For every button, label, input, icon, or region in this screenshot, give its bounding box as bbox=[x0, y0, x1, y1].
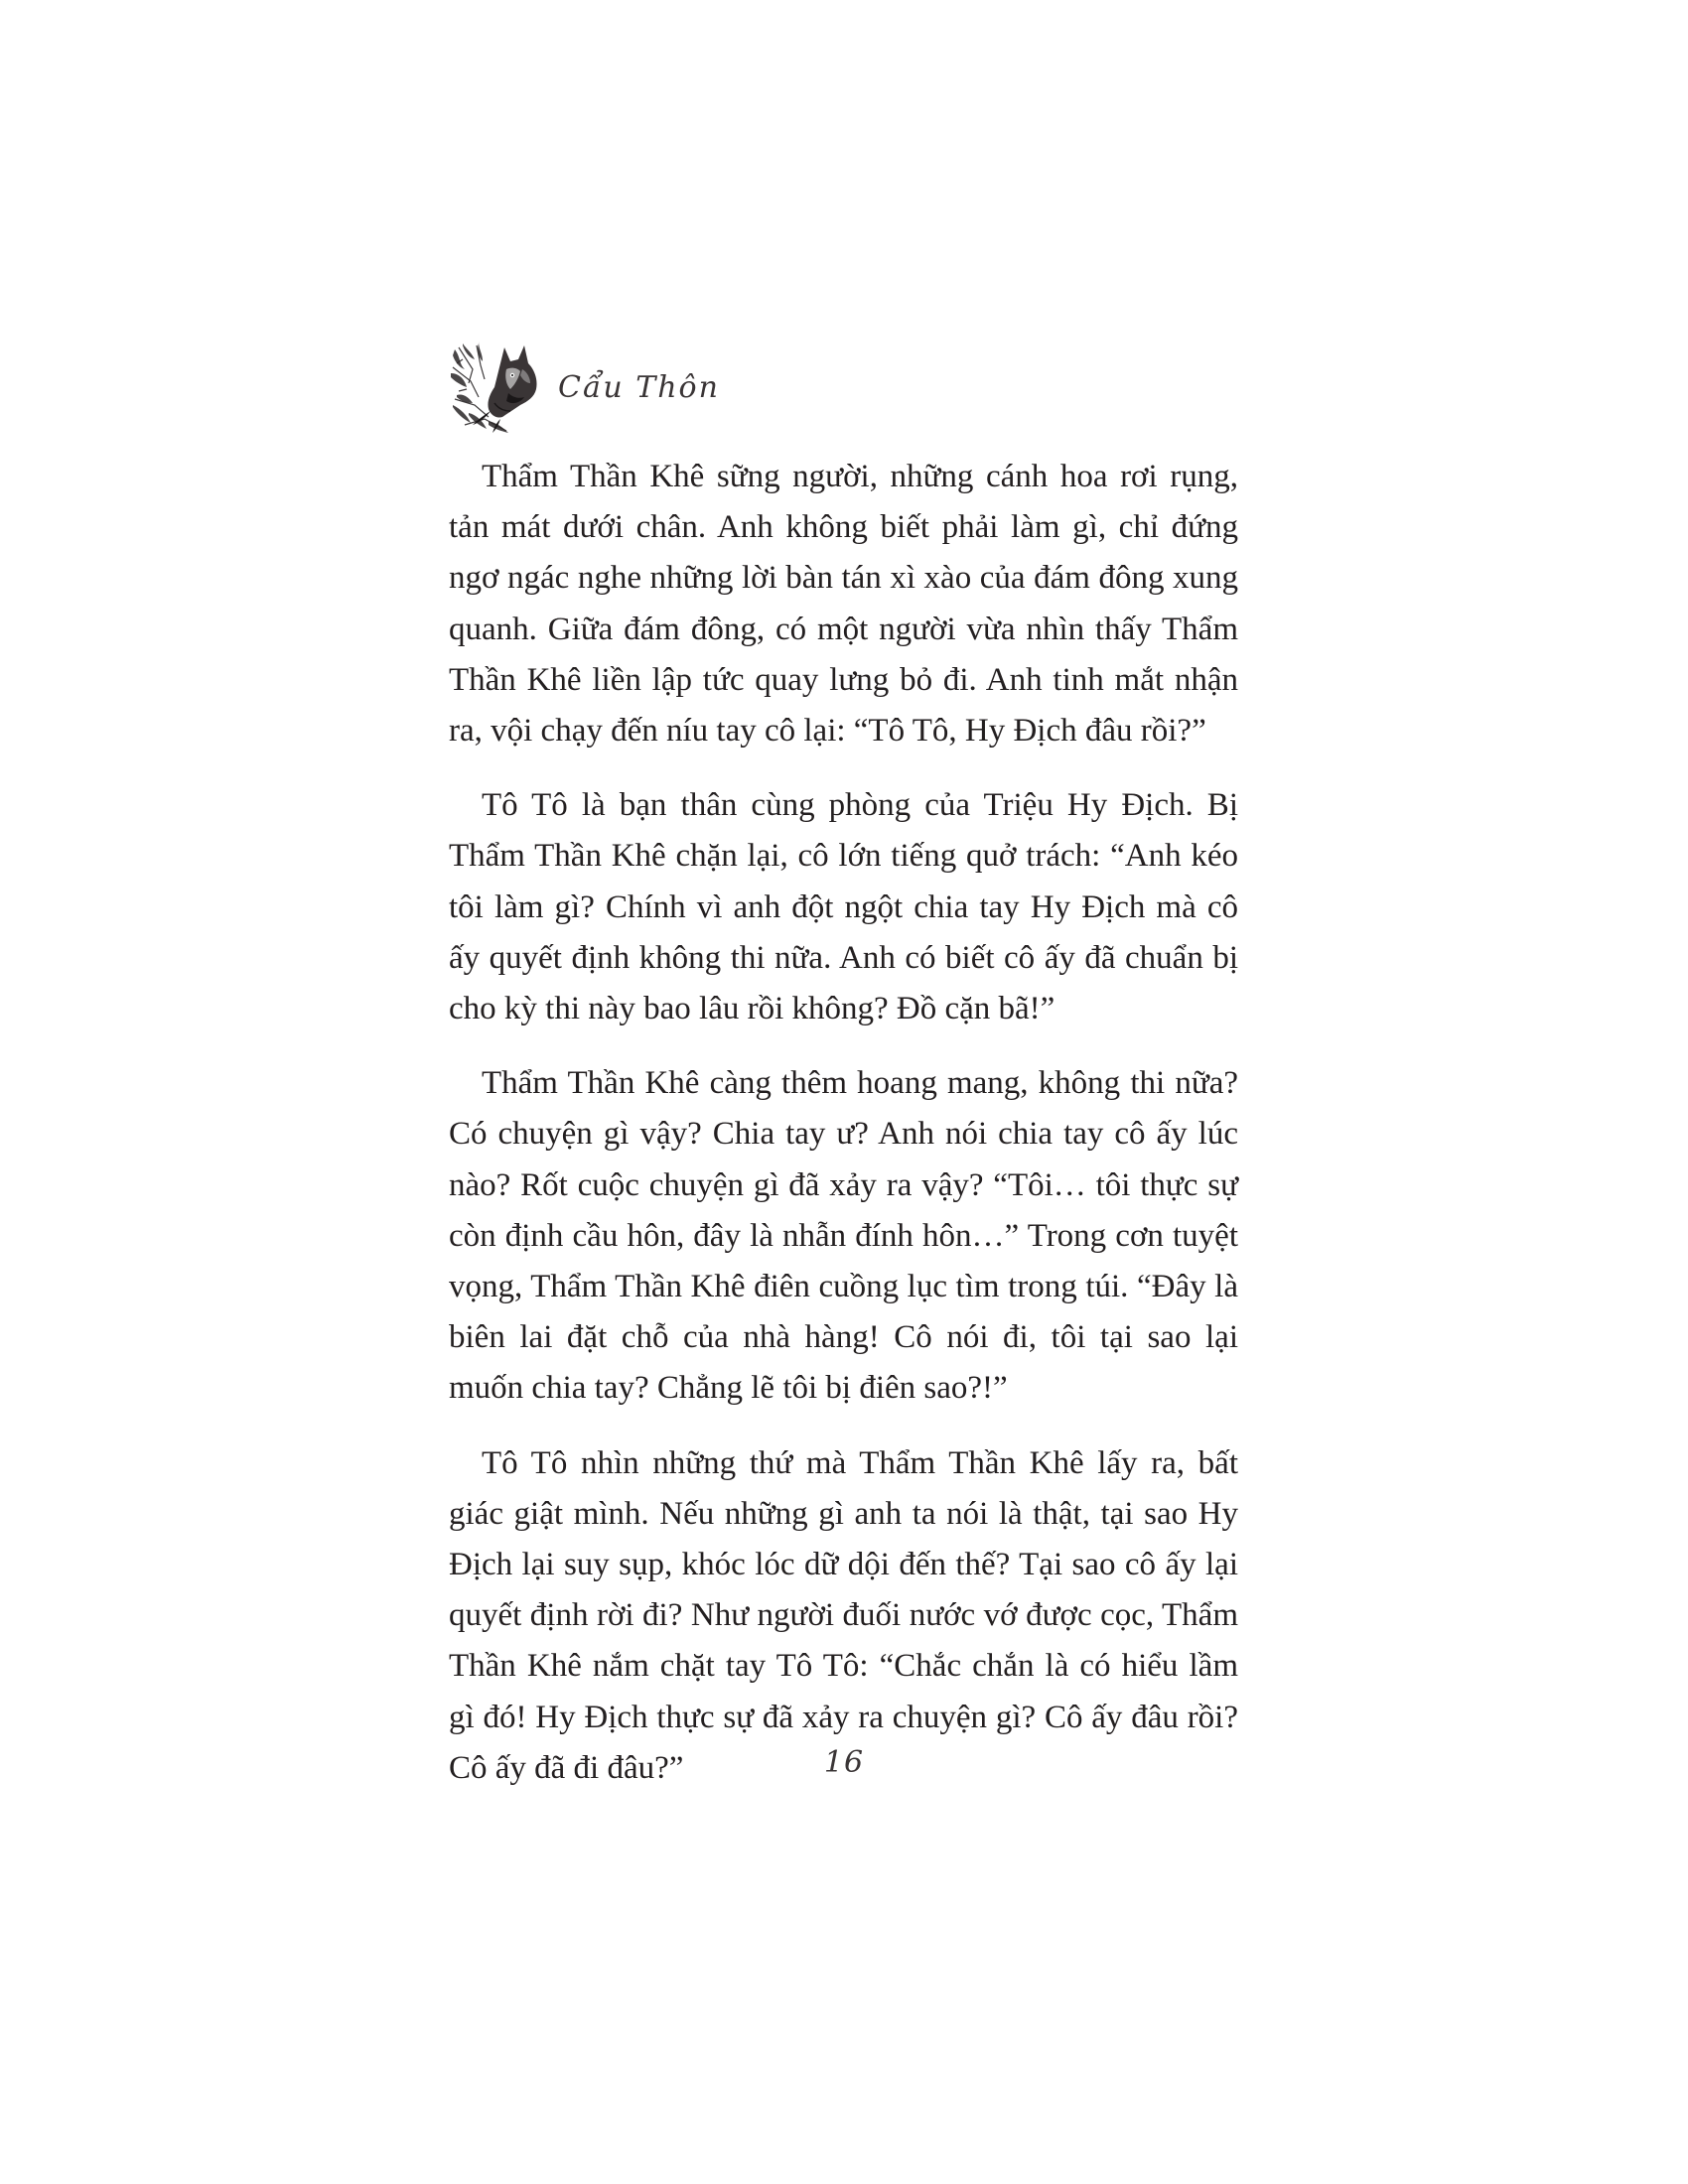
running-title: Cẩu Thôn bbox=[558, 369, 720, 405]
page-number: 16 bbox=[823, 1745, 865, 1780]
paragraph: Thẩm Thần Khê sững người, những cánh hoa rơi rụng, tản mát dưới chân. Anh không biết phải làm gì, chỉ đứng ngơ ngác nghe những lời bàn tán xì xào của đám đông xung quanh. Giữa đám đông, có một người vừa nhìn thấy Thẩm Thần Khê liền lập tức quay lưng bỏ đi. Anh tinh mắt nhận ra, vội chạy đến níu tay cô lại: “Tô Tô, Hy Địch đâu rồi?” bbox=[449, 459, 1238, 750]
paragraph: Thẩm Thần Khê càng thêm hoang mang, không thi nữa? Có chuyện gì vậy? Chia tay ư? Anh nói chia tay cô ấy lúc nào? Rốt cuộc chuyện gì đã xảy ra vậy? “Tôi… tôi thực sự còn định cầu hôn, đây là nhẫn đính hôn…” Trong cơn tuyệt vọng, Thẩm Thần Khê điên cuồng lục tìm trong túi. “Đây là biên lai đặt chỗ của nhà hàng! Cô nói đi, tôi tại sao lại muốn chia tay? Chẳng lẽ tôi bị điên sao?!” bbox=[449, 1065, 1238, 1407]
wolf-icon bbox=[449, 340, 540, 435]
running-header bbox=[449, 338, 720, 437]
paragraph: Tô Tô là bạn thân cùng phòng của Triệu Hy Địch. Bị Thẩm Thần Khê chặn lại, cô lớn tiếng quở trách: “Anh kéo tôi làm gì? Chính vì anh đột ngột chia tay Hy Địch mà cô ấy quyết định không thi nữa. Anh có biết cô ấy đã chuẩn bị cho kỳ thi này bao lâu rồi không? Đồ cặn bã!” bbox=[449, 787, 1238, 1027]
chapter-body bbox=[449, 452, 1238, 1818]
paragraph: Tô Tô nhìn những thứ mà Thẩm Thần Khê lấy ra, bất giác giật mình. Nếu những gì anh ta nói là thật, tại sao Hy Địch lại suy sụp, khóc lóc dữ dội đến thế? Tại sao cô ấy lại quyết định rời đi? Như người đuối nước vớ được cọc, Thẩm Thần Khê nắm chặt tay Tô Tô: “Chắc chắn là có hiểu lầm gì đó! Hy Địch thực sự đã xảy ra chuyện gì? Cô ấy đâu rồi? Cô ấy đã đi đâu?” bbox=[449, 1444, 1238, 1786]
